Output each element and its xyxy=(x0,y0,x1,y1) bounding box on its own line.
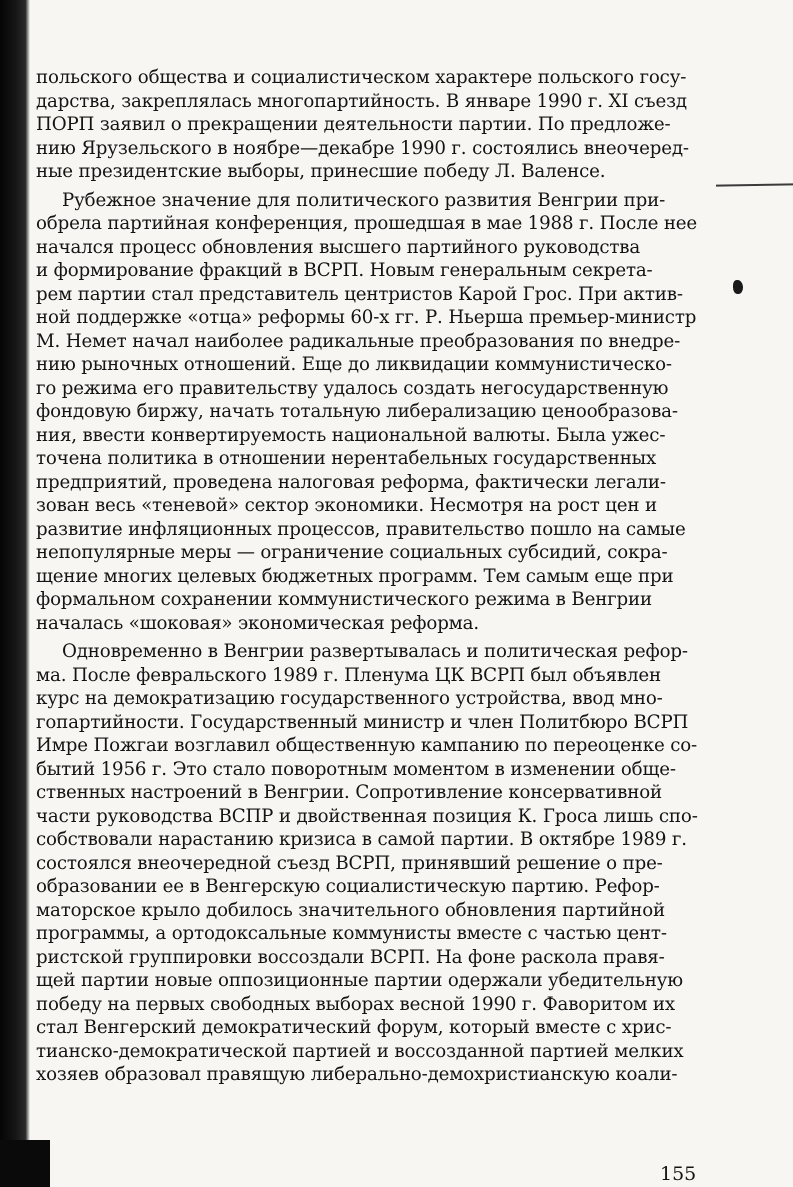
text-line: хозяев образовал правящую либерально-демохристианскую коали- xyxy=(36,1064,678,1085)
text-line: обрела партийная конференция, прошедшая в мае 1988 г. После нее xyxy=(36,213,698,234)
body-text xyxy=(36,66,704,1092)
text-line: начался процесс обновления высшего партийного руководства xyxy=(36,236,641,258)
text-line: части руководства ВСПР и двойственная позиция К. Гроса лишь спо- xyxy=(36,805,698,827)
margin-pencil-mark xyxy=(716,183,793,186)
text-line: курс на демократизацию государственного устройства, ввод мно- xyxy=(36,688,663,709)
text-line: непопулярные меры — ограничение социальных субсидий, сокра- xyxy=(36,542,668,563)
paragraph xyxy=(36,640,704,1087)
text-line: нию рыночных отношений. Еще до ликвидации коммунистическо- xyxy=(36,354,672,375)
text-line: ПОРП заявил о прекращении деятельности партии. По предложе- xyxy=(36,114,671,135)
text-line: Имре Пожгаи возглавил общественную кампанию по переоценке со- xyxy=(36,735,698,756)
text-line: щение многих целевых бюджетных программ. Тем самым еще при xyxy=(36,565,674,587)
text-line: Рубежное значение для политического развития Венгрии при- xyxy=(62,189,666,211)
margin-ink-spot xyxy=(733,280,743,294)
text-line: М. Немет начал наиболее радикальные преобразования по внедре- xyxy=(36,330,681,352)
scan-shadow-left-edge xyxy=(0,0,30,1187)
text-line: ные президентские выборы, принесшие победу Л. Валенсе. xyxy=(36,161,606,182)
text-line: фондовую биржу, начать тотальную либерализацию ценообразова- xyxy=(36,401,678,422)
text-line: нию Ярузельского в ноябре—декабре 1990 г. состоялись внеочеред- xyxy=(36,137,689,159)
text-line: ния, ввести конвертируемость национальной валюты. Была ужес- xyxy=(36,424,666,446)
text-line: тианско-демократической партией и воссозданной партией мелких xyxy=(36,1040,684,1062)
text-line: гопартийности. Государственный министр и член Политбюро ВСРП xyxy=(36,711,689,733)
text-line: состоялся внеочередной съезд ВСРП, принявший решение о пре- xyxy=(36,852,663,874)
text-line: го режима его правительству удалось создать негосударственную xyxy=(36,377,669,399)
text-line: польского общества и социалистическом характере польского госу- xyxy=(36,67,687,88)
text-line: началась «шоковая» экономическая реформа. xyxy=(36,612,480,634)
text-line: собствовали нарастанию кризиса в самой партии. В октябре 1989 г. xyxy=(36,829,687,850)
text-line: ристской группировки воссоздали ВСРП. На фоне раскола правя- xyxy=(36,946,665,968)
text-line: развитие инфляционных процессов, правительство пошло на самые xyxy=(36,518,686,540)
text-line: точена политика в отношении нерентабельных государственных xyxy=(36,448,657,469)
text-line: ной поддержке «отца» реформы 60-х гг. Р. Ньерша премьер-министр xyxy=(36,307,697,328)
text-line: Одновременно в Венгрии развертывалась и политическая рефор- xyxy=(62,641,688,662)
text-line: дарства, закреплялась многопартийность. В январе 1990 г. XI съезд xyxy=(36,90,687,112)
text-line: победу на первых свободных выборах весной 1990 г. Фаворитом их xyxy=(36,993,675,1015)
text-line: стал Венгерский демократический форум, который вместе с хрис- xyxy=(36,1017,672,1038)
text-line: образовании ее в Венгерскую социалистическую партию. Рефор- xyxy=(36,876,660,897)
text-line: формальном сохранении коммунистического режима в Венгрии xyxy=(36,589,652,610)
text-line: рем партии стал представитель центристов Карой Грос. При актив- xyxy=(36,283,683,305)
scan-shadow-corner xyxy=(0,1140,50,1187)
text-line: предприятий, проведена налоговая реформа, фактически легали- xyxy=(36,471,666,493)
text-line: ма. После февральского 1989 г. Пленума ЦК ВСРП был объявлен xyxy=(36,664,661,686)
text-line: и формирование фракций в ВСРП. Новым генеральным секрета- xyxy=(36,260,653,281)
paragraph xyxy=(36,66,704,184)
paragraph xyxy=(36,189,704,636)
text-line: маторское крыло добилось значительного обновления партийной xyxy=(36,899,665,921)
text-line: ственных настроений в Венгрии. Сопротивление консервативной xyxy=(36,782,662,803)
text-line: программы, а ортодоксальные коммунисты вместе с частью цент- xyxy=(36,923,667,944)
text-line: бытий 1956 г. Это стало поворотным моментом в изменении обще- xyxy=(36,758,676,780)
text-line: щей партии новые оппозиционные партии одержали убедительную xyxy=(36,970,683,991)
text-line: зован весь «теневой» сектор экономики. Несмотря на рост цен и xyxy=(36,495,658,516)
page-number: 155 xyxy=(660,1163,697,1185)
